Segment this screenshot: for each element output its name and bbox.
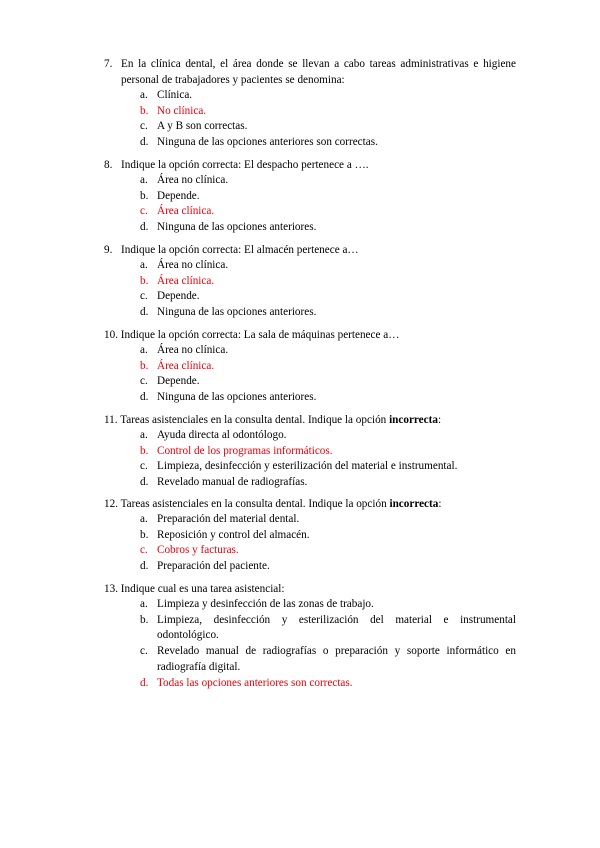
question-text-after: : [438, 498, 442, 510]
option-c [104, 374, 516, 390]
option-d [104, 559, 516, 575]
option-letter: d. [140, 676, 149, 689]
question-text-bold: incorrecta [389, 498, 439, 510]
option-c [104, 289, 516, 305]
question-text-before: Tareas asistenciales en la consulta dental. Indique la opción [120, 498, 390, 510]
option-b [104, 613, 516, 644]
option-text: Depende. [157, 375, 200, 388]
option-text: Depende. [157, 290, 200, 303]
question-number: 11. [104, 414, 118, 426]
option-letter: c. [140, 460, 148, 473]
options-list [104, 343, 516, 406]
options-list [104, 173, 516, 236]
option-letter: b. [140, 528, 149, 541]
option-text: Área no clínica. [157, 174, 229, 186]
question-11 [104, 412, 516, 491]
option-text: Limpieza, desinfección y esterilización del material e instrumental. [157, 460, 458, 473]
option-letter: c. [140, 205, 148, 218]
option-text: Ayuda directa al odontólogo. [157, 429, 287, 441]
question-stem [104, 157, 516, 173]
options-list [104, 597, 516, 691]
question-text-before: Tareas asistenciales en la consulta dental. Indique la opción [120, 414, 390, 426]
question-number: 7. [104, 58, 113, 70]
question-stem [104, 496, 516, 512]
option-letter: b. [140, 104, 149, 117]
question-13 [104, 581, 516, 691]
question-text-after: : [437, 414, 442, 426]
option-text: Área clínica. [157, 274, 215, 287]
option-text: Área no clínica. [157, 344, 229, 356]
option-c-correct [104, 543, 516, 559]
option-d [104, 135, 516, 151]
option-c [104, 119, 516, 135]
option-text: Ninguna de las opciones anteriores. [157, 391, 317, 404]
option-c-correct [104, 204, 516, 220]
question-number: 8. [104, 159, 113, 171]
option-letter: c. [140, 645, 148, 658]
question-number: 10. [104, 329, 118, 341]
option-a [104, 343, 516, 359]
option-letter: c. [140, 375, 148, 388]
option-letter: a. [140, 598, 148, 610]
option-d [104, 475, 516, 491]
option-letter: a. [140, 344, 148, 356]
option-letter: d. [140, 560, 149, 573]
option-text: Revelado manual de radiografías o preparación y soporte informático en radiografía digital. [157, 645, 516, 673]
option-text: Limpieza, desinfección y esterilización del material e instrumental odontológico. [157, 613, 516, 642]
option-text: Ninguna de las opciones anteriores son correctas. [157, 136, 378, 149]
question-number: 13. [104, 583, 118, 595]
option-letter: b. [140, 274, 149, 287]
option-c [104, 644, 516, 675]
option-text: Todas las opciones anteriores son correctas. [157, 676, 353, 689]
question-text: Indique cual es una tarea asistencial: [120, 583, 285, 595]
option-letter: c. [140, 544, 148, 557]
option-text: Preparación del material dental. [157, 513, 300, 525]
option-text: Limpieza y desinfección de las zonas de trabajo. [157, 598, 374, 610]
question-7 [104, 56, 516, 151]
option-b [104, 528, 516, 544]
option-text: Área clínica. [157, 205, 215, 218]
question-stem [104, 56, 516, 88]
option-text: Clínica. [157, 89, 193, 101]
option-b-correct [104, 359, 516, 375]
question-9 [104, 242, 516, 321]
option-a [104, 428, 516, 444]
option-letter: a. [140, 259, 148, 271]
question-text: Indique la opción correcta: El almacén pertenece a… [121, 244, 359, 256]
question-text-bold: incorrecta [389, 414, 438, 426]
option-d-correct [104, 676, 516, 692]
option-letter: d. [140, 476, 149, 489]
option-text: A y B son correctas. [157, 120, 248, 133]
option-text: No clínica. [157, 104, 207, 117]
option-text: Ninguna de las opciones anteriores. [157, 306, 317, 319]
question-text: Indique la opción correcta: El despacho pertenece a …. [121, 159, 369, 171]
option-text: Depende. [157, 189, 200, 202]
question-10 [104, 327, 516, 406]
question-stem [104, 412, 516, 428]
option-a [104, 173, 516, 189]
option-letter: b. [140, 359, 149, 372]
option-a [104, 597, 516, 613]
options-list [104, 258, 516, 321]
option-b [104, 189, 516, 205]
option-letter: d. [140, 136, 149, 149]
option-text: Área clínica. [157, 359, 215, 372]
option-letter: b. [140, 613, 149, 626]
question-stem [104, 581, 516, 597]
question-8 [104, 157, 516, 236]
option-a [104, 258, 516, 274]
options-list [104, 428, 516, 491]
question-text: Indique la opción correcta: La sala de máquinas pertenece a… [120, 329, 400, 341]
option-text: Reposición y control del almacén. [157, 528, 310, 541]
option-text: Cobros y facturas. [157, 544, 239, 557]
option-b-correct [104, 104, 516, 120]
option-a [104, 512, 516, 528]
options-list [104, 512, 516, 575]
option-text: Control de los programas informáticos. [157, 444, 333, 457]
option-text: Área no clínica. [157, 259, 229, 271]
option-letter: a. [140, 429, 148, 441]
option-text: Revelado manual de radiografías. [157, 476, 308, 489]
option-letter: c. [140, 290, 148, 303]
question-number: 12. [104, 498, 118, 510]
option-letter: d. [140, 391, 149, 404]
options-list [104, 88, 516, 151]
option-letter: c. [140, 120, 148, 133]
question-number: 9. [104, 244, 113, 256]
option-letter: b. [140, 444, 149, 457]
option-text: Ninguna de las opciones anteriores. [157, 221, 317, 234]
question-12 [104, 496, 516, 575]
option-c [104, 459, 516, 475]
option-d [104, 220, 516, 236]
option-letter: d. [140, 221, 149, 234]
option-d [104, 305, 516, 321]
option-letter: a. [140, 89, 148, 101]
question-stem [104, 242, 516, 258]
question-stem [104, 327, 516, 343]
question-text: En la clínica dental, el área donde se llevan a cabo tareas administrativas e higiene personal de trabajadores y pacientes se denomina: [121, 58, 516, 86]
option-b-correct [104, 274, 516, 290]
option-letter: b. [140, 189, 149, 202]
option-letter: a. [140, 513, 148, 525]
option-letter: a. [140, 174, 148, 186]
option-b-correct [104, 444, 516, 460]
option-a [104, 88, 516, 104]
option-d [104, 390, 516, 406]
option-text: Preparación del paciente. [157, 560, 270, 573]
option-letter: d. [140, 306, 149, 319]
